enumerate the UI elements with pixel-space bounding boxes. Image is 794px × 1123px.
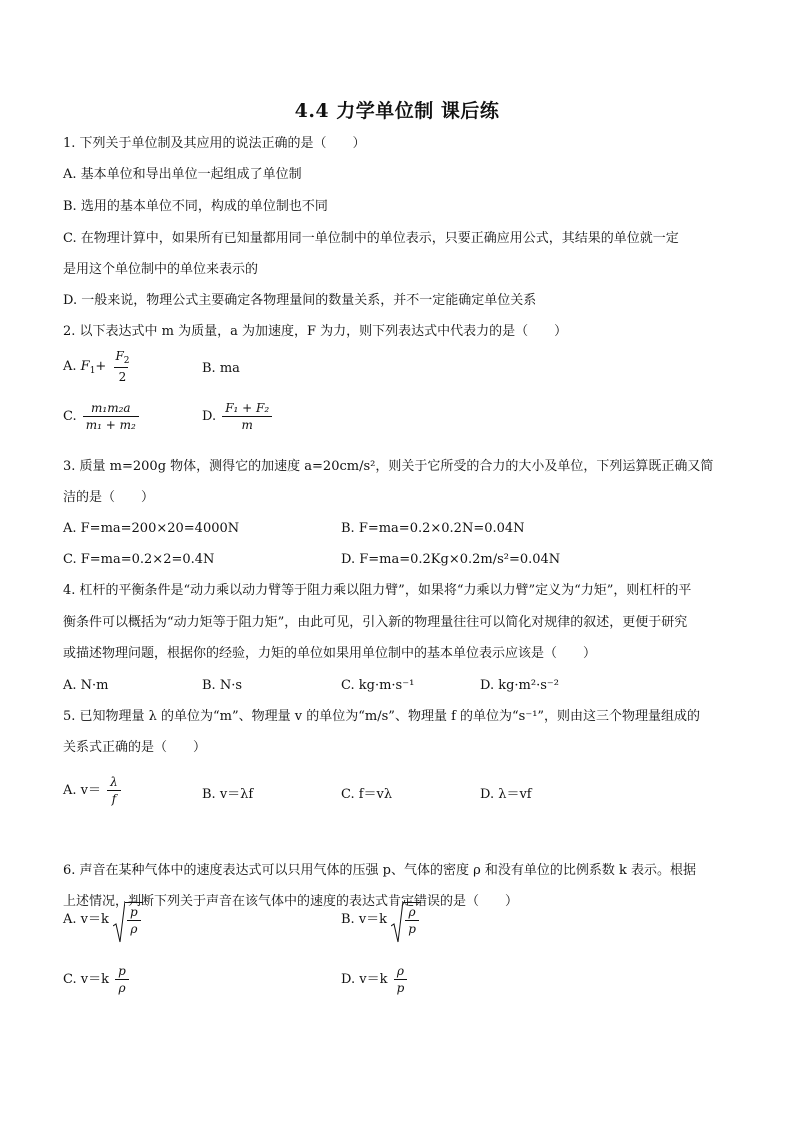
q5-stem-line1: 5. 已知物理量 λ 的单位为“m”、物理量 v 的单位为“m/s”、物理量 f 的单位为“s⁻¹”，则由这三个物理量组成的 (63, 709, 701, 724)
q6-option-c (63, 963, 131, 996)
q2-option-a-numerator: F (115, 349, 124, 363)
q6-option-a-prefix: A. v＝k (63, 912, 109, 927)
q5-option-c: C. f＝vλ (341, 787, 393, 802)
q2-option-c-prefix: C. (63, 409, 81, 424)
q3-option-b: B. F=ma=0.2×0.2N=0.04N (341, 521, 525, 536)
q6-option-a-numerator: p (130, 905, 138, 919)
q6-option-d-fraction (394, 963, 408, 996)
q6-stem-line1: 6. 声音在某种气体中的速度表达式可以只用气体的压强 p、气体的密度 ρ 和没有单位的比例系数 k 表示。根据 (63, 863, 697, 878)
q2-option-d-fraction (222, 400, 272, 433)
q6-option-c-fraction (115, 963, 129, 996)
q4-stem-line3: 或描述物理问题，根据你的经验，力矩的单位如果用单位制中的基本单位表示应该是（ ） (63, 646, 597, 661)
q2-option-a-f1: F (80, 359, 90, 374)
q4-option-a: A. N·m (63, 678, 109, 693)
radical-sign-icon (113, 900, 125, 944)
q3-option-a: A. F=ma=200×20=4000N (63, 521, 240, 536)
q2-option-a-prefix: A. (63, 359, 81, 374)
q2-option-a-plus: + (95, 359, 107, 374)
q6-option-a-denominator: ρ (127, 920, 141, 937)
q6-option-c-numerator: p (118, 964, 126, 978)
q5-stem-line2: 关系式正确的是（ ） (63, 740, 207, 755)
q4-option-b: B. N·s (202, 678, 242, 693)
q1-option-c-line1: C. 在物理计算中，如果所有已知量都用同一单位制中的单位表示，只要正确应用公式，其结果的单位就一定 (63, 231, 679, 246)
q1-option-c-line2: 是用这个单位制中的单位来表示的 (63, 262, 259, 277)
q2-option-d-numerator: F₁ + F₂ (225, 401, 270, 415)
q6-option-b-prefix: B. v＝k (341, 912, 388, 927)
q6-stem-line2: 上述情况，判断下列关于声音在该气体中的速度的表达式肯定错误的是（ ） (63, 894, 519, 909)
q2-option-d-denominator: m (222, 416, 272, 433)
q6-option-a-sqrt (113, 902, 143, 937)
q6-option-a-fraction (127, 904, 141, 937)
q6-option-d-denominator: p (394, 979, 408, 996)
q4-stem-line2: 衡条件可以概括为“动力矩等于阻力矩”，由此可见，引入新的物理量往往可以简化对规律的叙述，更便于研究 (63, 615, 688, 630)
q2-option-a-denominator: 2 (118, 370, 127, 384)
q2-stem: 2. 以下表达式中 m 为质量，a 为加速度，F 为力，则下列表达式中代表力的是（ ） (63, 324, 568, 339)
q6-option-d-prefix: D. v＝k (341, 972, 388, 987)
q6-option-c-denominator: ρ (115, 979, 129, 996)
radical-sign-icon (391, 900, 403, 944)
page-title: 4.4 力学单位制 课后练 (294, 100, 500, 122)
q5-option-a-denominator: f (107, 790, 121, 807)
q2-option-a-fraction-bar (114, 367, 128, 368)
q1-option-a: A. 基本单位和导出单位一起组成了单位制 (63, 167, 302, 182)
q5-option-b: B. v＝λf (202, 787, 254, 802)
q6-option-a (63, 902, 143, 937)
q2-option-c-denominator: m₁ + m₂ (83, 416, 139, 433)
q4-option-d: D. kg·m²·s⁻² (480, 678, 559, 693)
q2-option-c-numerator: m₁m₂a (91, 401, 131, 415)
q1-option-d: D. 一般来说，物理公式主要确定各物理量间的数量关系，并不一定能确定单位关系 (63, 293, 537, 308)
q4-stem-line1: 4. 杠杆的平衡条件是“动力乘以动力臂等于阻力乘以阻力臂”，如果将“力乘以力臂”定义为“力矩”，则杠杆的平 (63, 583, 692, 598)
q5-option-a-prefix: A. v＝ (63, 783, 101, 798)
q3-stem-line2: 洁的是（ ） (63, 490, 155, 505)
q6-option-d-numerator: ρ (396, 964, 404, 978)
q5-option-d: D. λ＝vf (480, 787, 532, 802)
q5-option-a-fraction (107, 774, 121, 807)
q2-option-d-prefix: D. (202, 409, 221, 424)
q6-option-b-fraction (405, 904, 419, 937)
q5-option-a (63, 774, 123, 807)
q3-stem-line1: 3. 质量 m=200g 物体，测得它的加速度 a=20cm/s²，则关于它所受的合力的大小及单位，下列运算既正确又简 (63, 459, 714, 474)
q4-option-c: C. kg·m·s⁻¹ (341, 678, 415, 693)
q2-option-a-fraction: $F_2$ 2 (112, 348, 132, 385)
q1-option-b: B. 选用的基本单位不同，构成的单位制也不同 (63, 199, 328, 214)
q2-option-d (202, 400, 274, 433)
q6-option-b-numerator: ρ (408, 905, 416, 919)
q6-option-c-prefix: C. v＝k (63, 972, 109, 987)
q3-option-d: D. F=ma=0.2Kg×0.2m/s²=0.04N (341, 552, 561, 567)
q6-option-b-sqrt (391, 902, 421, 937)
q3-option-c: C. F=ma=0.2×2=0.4N (63, 552, 215, 567)
q6-option-b-denominator: p (405, 920, 419, 937)
q2-option-a: A. $F_1+$ $F_2$ 2 (63, 348, 135, 385)
q1-stem: 1. 下列关于单位制及其应用的说法正确的是（ ） (63, 136, 366, 151)
q6-option-d (341, 963, 409, 996)
q2-option-b: B. ma (202, 361, 240, 376)
q5-option-a-numerator: λ (110, 775, 118, 789)
q2-option-c-fraction (83, 400, 139, 433)
q6-option-b (341, 902, 421, 937)
q2-option-c (63, 400, 141, 433)
